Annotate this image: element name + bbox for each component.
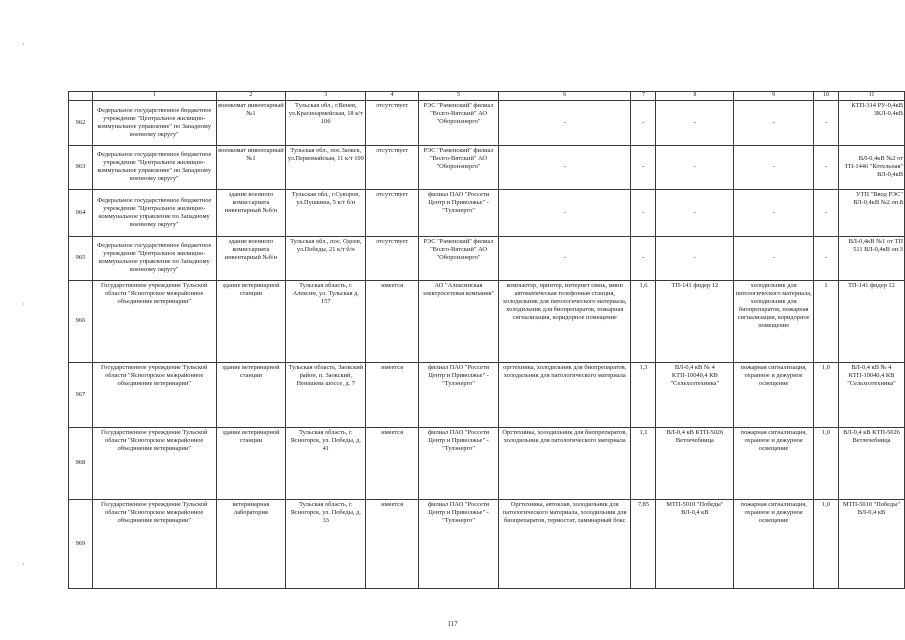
header-cell: 5: [419, 92, 499, 101]
category-cell: -: [814, 189, 839, 236]
row-number: 967: [69, 362, 93, 427]
scan-mark: ·: [22, 300, 25, 309]
feeder-cell: -: [656, 100, 734, 145]
table-row: [69, 280, 905, 362]
substation-cell: КТП-314 РУ-0,4кВ ЗКЛ-0,4кВ: [838, 100, 904, 145]
substation-cell: ВЛ-0,4 кВ № 4 КТП-10040,4 КВ "Сельхозтехника": [838, 362, 904, 427]
power-cell: -: [631, 236, 656, 280]
equipment-cell: Оргтехника, холодильник для биопрепаратов, холодильник для патологического материала: [498, 427, 631, 499]
power-cell: 1,3: [631, 362, 656, 427]
doc-cell: имеется: [366, 280, 419, 362]
power-cell: -: [631, 145, 656, 189]
table-row: [69, 189, 905, 236]
object-cell: военкомат инвентарный №1: [216, 145, 286, 189]
address-cell: Тульская область, Заокский район, п. Заокский, Ненашева шоссе, д. 7: [286, 362, 366, 427]
reserve-cell: пожарная сигнализация, охранное и дежурное освещение: [734, 427, 814, 499]
owner-cell: Государственное учреждение Тульской области "Ясногорское межрайонное объединение ветеринарии": [92, 499, 216, 588]
reserve-cell: -: [734, 145, 814, 189]
category-cell: -: [814, 145, 839, 189]
registry-table: [68, 91, 905, 589]
equipment-cell: -: [498, 236, 631, 280]
address-cell: Тульская обл., г.Венев, ул.Красноармейская, 18 к/т 10б: [286, 100, 366, 145]
object-cell: здание военного комиссариата инвентарный №б/н: [216, 189, 286, 236]
power-cell: 1,1: [631, 427, 656, 499]
substation-cell: ВЛ-0,4кВ №2 от ТП-1446 "Котельная" ВЛ-0,4кВ: [838, 145, 904, 189]
feeder-cell: -: [656, 189, 734, 236]
doc-cell: отсутствует: [366, 145, 419, 189]
scan-mark: ·: [22, 40, 25, 49]
header-cell: 3: [286, 92, 366, 101]
table-row: [69, 145, 905, 189]
object-cell: военкомат инвентарный №1: [216, 100, 286, 145]
table-row: [69, 236, 905, 280]
header-cell: 9: [734, 92, 814, 101]
substation-cell: УТП "Ввод РЭС" ВЛ-0,4кВ №2 оп.8: [838, 189, 904, 236]
feeder-cell: -: [656, 236, 734, 280]
equipment-cell: -: [498, 145, 631, 189]
equipment-cell: -: [498, 100, 631, 145]
doc-cell: отсутствует: [366, 100, 419, 145]
network-cell: филиал ПАО "Россети Центр и Приволжье" - "Тулэнерго": [419, 362, 499, 427]
address-cell: Тульская область, г. Алексин, ул. Тульская д. 157: [286, 280, 366, 362]
network-cell: филиал ПАО "Россети Центр и Приволжье" - "Тулэнерго": [419, 499, 499, 588]
object-cell: здание ветеринарной станции: [216, 280, 286, 362]
address-cell: Тульская обл., пос. Одоев, ул.Победы, 21 к/т б/н: [286, 236, 366, 280]
category-cell: -: [814, 100, 839, 145]
owner-cell: Федеральное государственное бюджетное учреждение "Центральное жилищно-коммунальное управление" по Западному военному округу": [92, 145, 216, 189]
table-row: [69, 499, 905, 588]
doc-cell: имеется: [366, 499, 419, 588]
feeder-cell: ВЛ-0,4 кВ КТП-5026 Ветлечебница: [656, 427, 734, 499]
reserve-cell: -: [734, 236, 814, 280]
object-cell: здание военного комиссариата инвентарный №б/н: [216, 236, 286, 280]
owner-cell: Федеральное государственное бюджетное учреждение "Центральное жилищно-коммунальное управление" по Западному военному округу": [92, 100, 216, 145]
equipment-cell: оргтехника, холодильник для биопрепаратов, холодильник для патологического материала: [498, 362, 631, 427]
feeder-cell: МТП-5010 "Победы" ВЛ-0,4 кВ: [656, 499, 734, 588]
object-cell: ветеринарная лаборатория: [216, 499, 286, 588]
reserve-cell: холодильник для патологического материала, холодильник для биопрепаратов, пожарная сигнализация, коридорное помещение: [734, 280, 814, 362]
equipment-cell: Оргтехника, автоклав, холодильник для патологического материала, холодильник для биопрепаратов, термостат, ламинарный бокс: [498, 499, 631, 588]
substation-cell: ВЛ-0,4 кВ КТП-5026 Ветлечебница: [838, 427, 904, 499]
column-number-row: [69, 92, 905, 101]
address-cell: Тульская обл., пос.Заокск, ул.Первомайская, 11 к/т 109: [286, 145, 366, 189]
doc-cell: имеется: [366, 362, 419, 427]
substation-cell: ВЛ-0,4кВ №1 от ТП 511 ВЛ-0,4кВ оп.3: [838, 236, 904, 280]
doc-cell: имеется: [366, 427, 419, 499]
row-number: 968: [69, 427, 93, 499]
owner-cell: Государственное учреждение Тульской области "Ясногорское межрайонное объединение ветеринарии": [92, 280, 216, 362]
feeder-cell: ВЛ-0,4 кВ № 4 КТП-10040,4 КВ "Сельхозтехника": [656, 362, 734, 427]
header-cell: 8: [656, 92, 734, 101]
object-cell: здание ветеринарной станции: [216, 427, 286, 499]
network-cell: РЭС "Раменский" филиал "Волго-Вятский" АО "Оборонэнерго": [419, 236, 499, 280]
equipment-cell: -: [498, 189, 631, 236]
feeder-cell: ТП-141 фидер 12: [656, 280, 734, 362]
address-cell: Тульская область, г. Ясногорск, ул. Победы, д. 41: [286, 427, 366, 499]
category-cell: 1,0: [814, 427, 839, 499]
network-cell: филиал ПАО "Россети Центр и Приволжье" - "Тулэнерго": [419, 427, 499, 499]
header-cell: 7: [631, 92, 656, 101]
substation-cell: МТП-5010 "Победы" ВЛ-0,4 кВ: [838, 499, 904, 588]
reserve-cell: пожарная сигнализация, охранное и дежурное освещение: [734, 499, 814, 588]
doc-cell: отсутствует: [366, 236, 419, 280]
owner-cell: Федеральное государственное бюджетное учреждение "Центральное жилищно-коммунальное управление по Западному военному округу": [92, 189, 216, 236]
row-number: 965: [69, 236, 93, 280]
address-cell: Тульская обл., г.Суворов, ул.Пушкина, 5 к/т б/н: [286, 189, 366, 236]
row-number: 964: [69, 189, 93, 236]
row-number: 966: [69, 280, 93, 362]
address-cell: Тульская область, г. Ясногорск, ул. Победы, д. 33: [286, 499, 366, 588]
page-number: 117: [447, 620, 458, 628]
network-cell: АО "Алексинская электросетевая компания": [419, 280, 499, 362]
owner-cell: Государственное учреждение Тульской области "Ясногорское межрайонное объединение ветеринарии": [92, 362, 216, 427]
header-cell: 10: [814, 92, 839, 101]
network-cell: РЭС "Раменский" филиал "Волго-Вятский" АО "Оборонэнерго": [419, 100, 499, 145]
row-number: 962: [69, 100, 93, 145]
owner-cell: Федеральное государственное бюджетное учреждение "Центральное жилищно-коммунальное управление по Западному военному округу": [92, 236, 216, 280]
reserve-cell: -: [734, 189, 814, 236]
header-cell: 2: [216, 92, 286, 101]
equipment-cell: компьютер, принтер, интернет связь, мини автоматическая телефонная станция, холодильник для патологического материала, холодильник для биопрепаратов, пожарная сигнализация, коридорное помещение: [498, 280, 631, 362]
header-cell: 11: [838, 92, 904, 101]
table-row: [69, 100, 905, 145]
category-cell: 1: [814, 280, 839, 362]
category-cell: -: [814, 236, 839, 280]
feeder-cell: -: [656, 145, 734, 189]
power-cell: 1,6: [631, 280, 656, 362]
table-row: [69, 427, 905, 499]
power-cell: 7,85: [631, 499, 656, 588]
reserve-cell: -: [734, 100, 814, 145]
table-row: [69, 362, 905, 427]
object-cell: здание ветеринарной станции: [216, 362, 286, 427]
doc-cell: отсутствует: [366, 189, 419, 236]
scan-mark: ·: [22, 560, 25, 569]
network-cell: РЭС "Раменский" филиал "Волго-Вятский" АО "Оборонэнерго": [419, 145, 499, 189]
header-cell: 1: [92, 92, 216, 101]
reserve-cell: пожарная сигнализация, охранное и дежурное освещение: [734, 362, 814, 427]
category-cell: 1,0: [814, 362, 839, 427]
header-cell-empty: [69, 92, 93, 101]
power-cell: -: [631, 100, 656, 145]
category-cell: 1,0: [814, 499, 839, 588]
owner-cell: Государственное учреждение Тульской области "Ясногорское межрайонное объединение ветеринарии": [92, 427, 216, 499]
row-number: 969: [69, 499, 93, 588]
network-cell: филиал ПАО "Россети Центр и Приволжье" - "Тулэнерго": [419, 189, 499, 236]
power-cell: -: [631, 189, 656, 236]
header-cell: 6: [498, 92, 631, 101]
row-number: 963: [69, 145, 93, 189]
header-cell: 4: [366, 92, 419, 101]
substation-cell: ТП-141 фидер 12: [838, 280, 904, 362]
